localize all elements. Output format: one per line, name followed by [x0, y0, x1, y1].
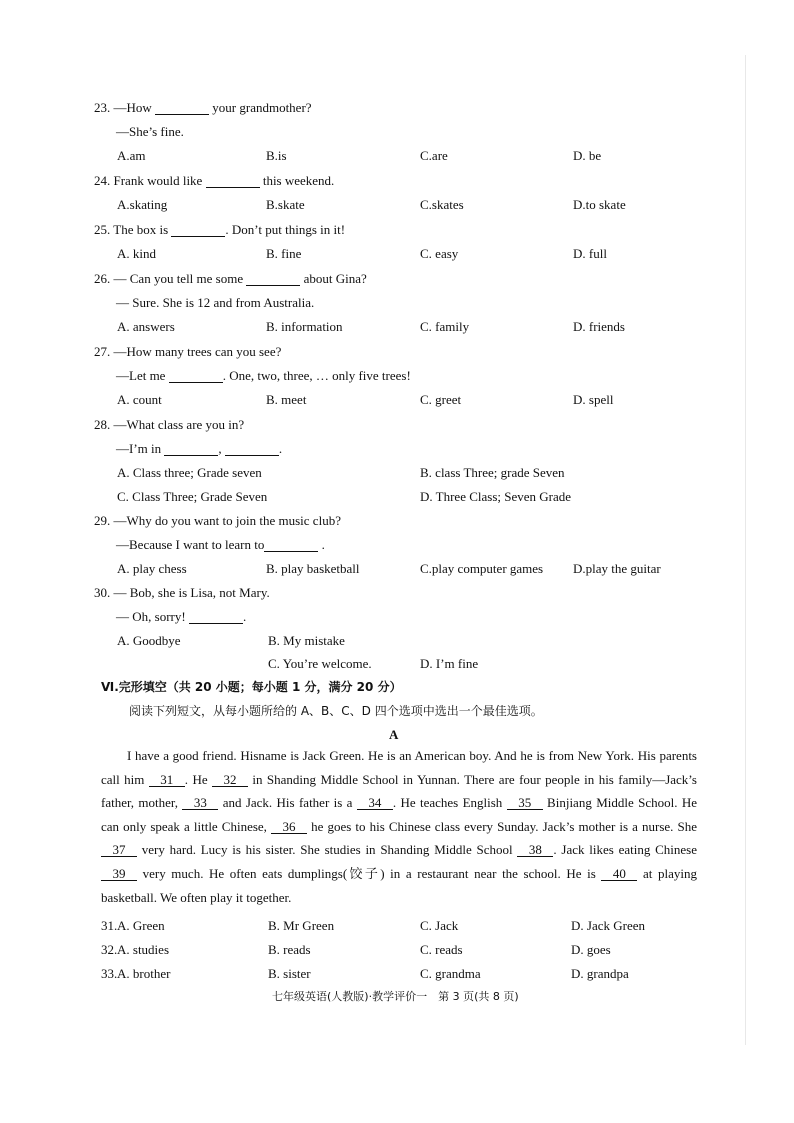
answer-option[interactable]: A. Goodbye	[117, 633, 181, 648]
question-text: — Bob, she is Lisa, not Mary.	[113, 585, 270, 600]
passage-text: at playing basketball. We often play it together.	[101, 865, 697, 905]
answer-option[interactable]: B. fine	[266, 246, 302, 261]
question-number: 28.	[94, 417, 114, 432]
cloze-blank[interactable]: 33	[182, 796, 218, 810]
question-number: 27.	[94, 344, 114, 359]
answer-option[interactable]: B. meet	[266, 392, 307, 407]
cloze-blank[interactable]: 35	[507, 796, 543, 810]
answer-row-number: 33.	[101, 966, 118, 981]
question-number: 30.	[94, 585, 114, 600]
answer-option[interactable]: C.are	[420, 148, 448, 163]
answer-blank[interactable]	[206, 174, 260, 188]
answer-row-number: 31.	[101, 918, 118, 933]
question-line	[94, 173, 334, 189]
answer-option[interactable]: C. grandma	[420, 966, 481, 981]
answer-option[interactable]: C.skates	[420, 197, 464, 212]
question-text: —She’s fine.	[116, 124, 184, 139]
answer-option[interactable]: A.skating	[117, 197, 168, 212]
answer-option[interactable]: D. spell	[573, 392, 614, 407]
question-text: — Can you tell me some	[113, 271, 247, 286]
cloze-blank[interactable]: 37	[101, 843, 137, 857]
question-line	[116, 368, 411, 384]
answer-option[interactable]: D. Jack Green	[571, 918, 645, 933]
answer-blank[interactable]	[164, 442, 218, 456]
page-footer: 七年级英语(人教版)·教学评价一 第 3 页(共 8 页)	[272, 990, 519, 1003]
answer-option[interactable]: C. You’re welcome.	[268, 656, 372, 671]
answer-blank[interactable]	[189, 610, 243, 624]
question-number: 25.	[94, 222, 114, 237]
question-text: .	[318, 537, 325, 552]
question-text: —Because I want to learn to	[116, 537, 265, 552]
answer-blank[interactable]	[246, 272, 300, 286]
question-line	[94, 585, 270, 601]
cloze-blank[interactable]: 31	[149, 773, 185, 787]
question-text: — Oh, sorry!	[116, 609, 189, 624]
question-text: Frank would like	[113, 173, 206, 188]
passage-text: I have a good friend. Hisname is Jack Green. He is an American boy. And he is from New York. His parents call him	[101, 748, 697, 787]
question-line	[94, 222, 345, 238]
passage-text: . He teaches English	[392, 795, 507, 811]
question-line	[116, 295, 314, 311]
question-line	[94, 417, 244, 433]
answer-option[interactable]: C. greet	[420, 392, 462, 407]
answer-option[interactable]: D. full	[573, 246, 607, 261]
question-text: —What class are you in?	[113, 417, 245, 432]
question-text: your grandmother?	[209, 100, 312, 115]
answer-option[interactable]: D. grandpa	[571, 966, 629, 981]
question-line	[116, 609, 246, 625]
section-heading: Ⅵ.完形填空（共 20 小题；每小题 1 分，满分 20 分）	[101, 680, 402, 694]
answer-option[interactable]: C. easy	[420, 246, 459, 261]
answer-option[interactable]: A. Green	[117, 918, 165, 933]
answer-option[interactable]: A.am	[117, 148, 146, 163]
cloze-passage	[101, 744, 697, 909]
cloze-blank[interactable]: 32	[212, 773, 248, 787]
answer-option[interactable]: D. goes	[571, 942, 611, 957]
answer-blank[interactable]	[264, 538, 318, 552]
question-text: —How many trees can you see?	[113, 344, 282, 359]
question-text: —I’m in	[116, 441, 165, 456]
answer-blank[interactable]	[225, 442, 279, 456]
answer-option[interactable]: C. family	[420, 319, 470, 334]
answer-option[interactable]: D. Three Class; Seven Grade	[420, 489, 572, 504]
question-text: The box is	[113, 222, 172, 237]
question-line	[116, 124, 184, 140]
answer-option[interactable]: B. My mistake	[268, 633, 345, 648]
question-text: —Let me	[116, 368, 169, 383]
question-text: this weekend.	[259, 173, 335, 188]
passage-text: and Jack. His father is a	[218, 795, 357, 811]
answer-option[interactable]: B. reads	[268, 942, 311, 957]
answer-option[interactable]: A. play chess	[117, 561, 187, 576]
answer-option[interactable]: D.to skate	[573, 197, 626, 212]
page-edge-line	[745, 55, 746, 1045]
answer-row-number: 32.	[101, 942, 118, 957]
question-text: . Don’t put things in it!	[225, 222, 346, 237]
answer-option[interactable]: A. kind	[117, 246, 156, 261]
passage-text: Binjiang Middle School. He can only speak a little Chinese,	[101, 795, 697, 834]
question-text: about Gina?	[300, 271, 367, 286]
answer-option[interactable]: B. sister	[268, 966, 311, 981]
answer-option[interactable]: D. friends	[573, 319, 625, 334]
question-line	[94, 271, 367, 287]
answer-option[interactable]: B.is	[266, 148, 287, 163]
answer-option[interactable]: B.skate	[266, 197, 305, 212]
question-text: — Sure. She is 12 and from Australia.	[116, 295, 315, 310]
question-text: —Why do you want to join the music club?	[113, 513, 341, 528]
question-number: 23.	[94, 100, 114, 115]
question-text: .	[242, 609, 247, 624]
answer-option[interactable]: A. brother	[117, 966, 171, 981]
question-text: —How	[113, 100, 156, 115]
answer-option[interactable]: B. class Three; grade Seven	[420, 465, 565, 480]
answer-option[interactable]: A. answers	[117, 319, 175, 334]
question-line	[94, 100, 312, 116]
cloze-blank[interactable]: 40	[601, 867, 637, 881]
answer-blank[interactable]	[155, 101, 209, 115]
answer-option[interactable]: A. count	[117, 392, 162, 407]
question-text: .	[278, 441, 283, 456]
answer-option[interactable]: C.play computer games	[420, 561, 544, 576]
answer-option[interactable]: D. I’m fine	[420, 656, 479, 671]
question-line	[116, 441, 282, 457]
cloze-blank[interactable]: 36	[271, 820, 307, 834]
question-number: 26.	[94, 271, 114, 286]
passage-text: very hard. Lucy is his sister. She studies in Shanding Middle School	[137, 842, 518, 858]
question-number: 29.	[94, 513, 114, 528]
question-number: 24.	[94, 173, 114, 188]
passage-text: . He	[184, 771, 213, 787]
section-instruction: 阅读下列短文，从每小题所给的 A、B、C、D 四个选项中选出一个最佳选项。	[129, 704, 543, 718]
passage-text: he goes to his Chinese class every Sunday. Jack’s mother is a nurse. She	[307, 818, 697, 834]
answer-blank[interactable]	[171, 223, 225, 237]
passage-text: . Jack likes eating Chinese	[553, 842, 697, 858]
question-text: ,	[218, 441, 225, 456]
passage-title: A	[389, 727, 399, 742]
answer-option[interactable]: D. be	[573, 148, 602, 163]
answer-option[interactable]: C. Class Three; Grade Seven	[117, 489, 268, 504]
passage-text: in Shanding Middle School in Yunnan. There are four people in his family—Jack’s father, mother,	[101, 771, 697, 811]
question-line	[94, 344, 281, 360]
answer-option[interactable]: D.play the guitar	[573, 561, 661, 576]
answer-option[interactable]: B. information	[266, 319, 343, 334]
passage-text: very much. He often eats dumplings(饺子) in a restaurant near the school. He is	[137, 865, 602, 881]
cloze-blank[interactable]: 38	[517, 843, 553, 857]
answer-option[interactable]: B. Mr Green	[268, 918, 335, 933]
cloze-blank[interactable]: 39	[101, 867, 137, 881]
question-line	[94, 513, 341, 529]
answer-option[interactable]: C. Jack	[420, 918, 459, 933]
answer-option[interactable]: A. Class three; Grade seven	[117, 465, 262, 480]
answer-blank[interactable]	[169, 369, 223, 383]
answer-option[interactable]: C. reads	[420, 942, 463, 957]
answer-option[interactable]: A. studies	[117, 942, 169, 957]
answer-option[interactable]: B. play basketball	[266, 561, 360, 576]
cloze-blank[interactable]: 34	[357, 796, 393, 810]
question-text: . One, two, three, … only five trees!	[222, 368, 411, 383]
question-line	[116, 537, 325, 553]
